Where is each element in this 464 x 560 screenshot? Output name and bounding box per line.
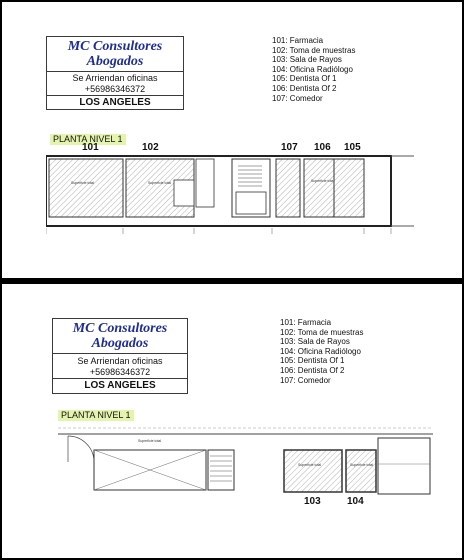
legend-item: 105: Dentista Of 1 — [280, 356, 345, 366]
room-number: 107 — [281, 142, 298, 153]
company-box — [52, 318, 188, 394]
legend-item: 105: Dentista Of 1 — [272, 74, 337, 84]
legend-item: 103: Sala de Rayos — [272, 55, 342, 65]
company-box — [46, 36, 184, 110]
company-name-line2: Abogados — [91, 336, 149, 351]
svg-text:Superficie total: Superficie total — [138, 439, 162, 443]
offer-text: Se Arriendan oficinas — [77, 356, 163, 366]
room-legend — [280, 318, 363, 385]
level-label: PLANTA NIVEL 1 — [58, 410, 134, 421]
floor-plan-top — [46, 152, 416, 234]
phone-text: +56986346372 — [89, 367, 151, 377]
room-number: 102 — [142, 142, 159, 153]
room-number: 106 — [314, 142, 331, 153]
floor-plan-bottom — [58, 424, 438, 496]
city-text: LOS ANGELES — [84, 380, 156, 391]
company-name-line1: MC Consultores — [72, 321, 168, 336]
legend-item: 102: Toma de muestras — [280, 327, 364, 337]
legend-item: 106: Dentista Of 2 — [280, 365, 345, 375]
svg-text:Superficie total: Superficie total — [350, 463, 374, 467]
level-label: PLANTA NIVEL 1 — [50, 134, 126, 145]
legend-item: 104: Oficina Radiólogo — [280, 346, 361, 356]
svg-text:Superficie total: Superficie total — [298, 463, 322, 467]
legend-item: 107: Comedor — [280, 375, 331, 385]
legend-item: 103: Sala de Rayos — [280, 337, 350, 347]
room-number: 105 — [344, 142, 361, 153]
svg-text:Superficie total: Superficie total — [71, 181, 95, 185]
room-number: 103 — [304, 496, 321, 507]
bottom-panel — [2, 284, 462, 558]
svg-text:Superficie total: Superficie total — [311, 179, 335, 183]
legend-item: 102: Toma de muestras — [272, 45, 356, 55]
phone-text: +56986346372 — [84, 84, 146, 94]
legend-item: 106: Dentista Of 2 — [272, 83, 337, 93]
city-text: LOS ANGELES — [79, 97, 151, 108]
room-number: 104 — [347, 496, 364, 507]
legend-item: 107: Comedor — [272, 93, 323, 103]
company-name-line1: MC Consultores — [67, 39, 163, 54]
offer-text: Se Arriendan oficinas — [72, 73, 158, 83]
legend-item: 101: Farmacia — [280, 318, 332, 327]
svg-text:Superficie total: Superficie total — [148, 181, 172, 185]
company-name-line2: Abogados — [86, 54, 144, 69]
legend-item: 101: Farmacia — [272, 36, 324, 45]
room-number: 101 — [82, 142, 99, 153]
legend-item: 104: Oficina Radiólogo — [272, 64, 353, 74]
room-legend — [272, 36, 355, 103]
top-panel — [2, 2, 462, 278]
